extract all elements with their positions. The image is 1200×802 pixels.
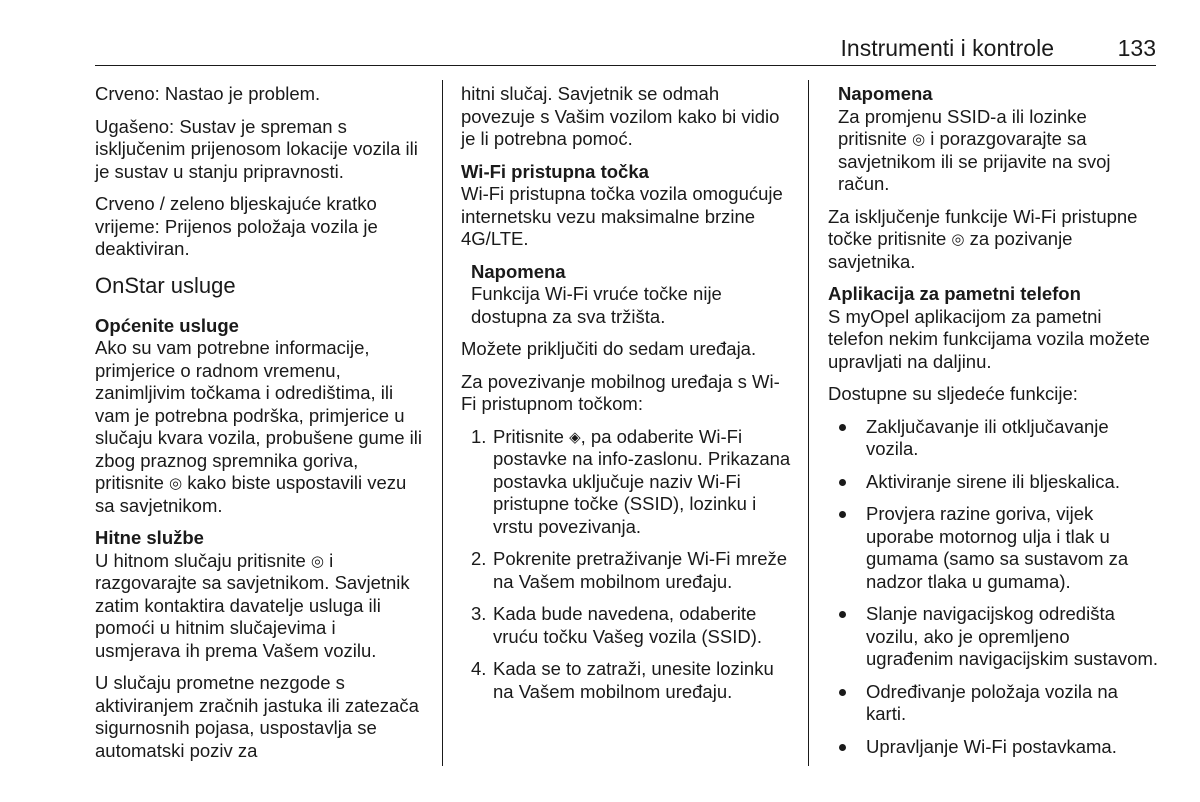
list-item: Provjera razine goriva, vijek uporabe motornog ulja i tlak u gumama (samo sa sustavom za nadzor tlaka u gumama). — [828, 503, 1158, 593]
emergency-services-text: U hitnom slučaju pritisnite ◎ i razgovarajte sa savjetnikom. Savjetnik zatim kontaktira davatelje usluga ili pomoći u hitnim slučajevima i usmjerava ih prema Vašem vozilu. — [95, 549, 410, 661]
list-item: Upravljanje Wi-Fi postavkama. — [828, 736, 1158, 759]
bullet-icon — [839, 424, 846, 431]
column-divider-left — [442, 80, 443, 766]
connect-intro-text: Za povezivanje mobilnog uređaja s Wi-Fi pristupnom točkom: — [461, 370, 780, 414]
list-item: Zaključavanje ili otključavanje vozila. — [828, 416, 1158, 461]
onstar-services-heading: OnStar usluge — [95, 272, 236, 298]
accident-text: U slučaju prometne nezgode s aktiviranjem zračnih jastuka ili zatezača sigurnosnih pojasa, uspostavlja se automatski poziv za — [95, 672, 419, 761]
onstar-button-icon: ◎ — [169, 475, 183, 492]
column-divider-right — [808, 80, 809, 766]
wifi-note — [461, 261, 791, 329]
status-flashing-text: Crveno / zeleno bljeskajuće kratko vrijeme: Prijenos položaja vozila je deaktiviran. — [95, 193, 378, 259]
sos-button-icon: ◎ — [310, 552, 325, 570]
list-item: 3. Kada bude navedena, odaberite vruću točku Vašeg vozila (SSID). — [471, 603, 763, 647]
list-item: 1. Pritisnite ◈, pa odaberite Wi-Fi postavke na info-zaslonu. Prikazana postavka uključuje naziv Wi-Fi pristupne točke (SSID), lozinku i vrstu povezivanja. — [471, 425, 791, 537]
available-functions-text: Dostupne su sljedeće funkcije: — [828, 383, 1078, 404]
list-item: Aktiviranje sirene ili bljeskalica. — [828, 471, 1158, 494]
bullet-icon — [839, 744, 846, 751]
note-title: Napomena — [838, 83, 933, 104]
wifi-off-text: Za isključenje funkcije Wi-Fi pristupne točke pritisnite ◎ za pozivanje savjetnika. — [828, 205, 1138, 272]
note-text: Funkcija Wi-Fi vruće točke nije dostupna za sva tržišta. — [471, 283, 722, 327]
bullet-icon — [839, 511, 846, 518]
list-item: 2. Pokrenite pretraživanje Wi-Fi mreže na Vašem mobilnom uređaju. — [471, 548, 788, 592]
wifi-hotspot-heading: Wi-Fi pristupna točka — [461, 160, 649, 182]
connect-steps-list — [461, 426, 791, 704]
onstar-button-icon: ◎ — [951, 231, 965, 248]
column-2 — [461, 83, 791, 713]
wifi-hotspot-text: Wi-Fi pristupna točka vozila omogućuje internetsku vezu maksimalne brzine 4G/LTE. — [461, 183, 783, 249]
status-red-text: Crveno: Nastao je problem. — [95, 83, 321, 104]
header-divider — [95, 65, 1156, 66]
ssid-note: Napomena Za promjenu SSID-a ili lozinke pritisnite ◎ i porazgovarajte sa savjetnikom ili se prijavite na svoj račun. — [828, 83, 1158, 196]
page-header-title: Instrumenti i kontrole — [840, 35, 1054, 61]
bullet-icon — [839, 479, 846, 486]
onstar-button-icon: ◎ — [912, 131, 926, 148]
general-services-heading: Općenite usluge — [95, 314, 239, 336]
emergency-services-heading: Hitne službe — [95, 527, 204, 548]
note-title: Napomena — [471, 260, 566, 282]
list-item: 4. Kada se to zatraži, unesite lozinku na Vašem mobilnom uređaju. — [471, 658, 774, 702]
page-number: 133 — [1117, 35, 1156, 61]
functions-list — [828, 416, 1158, 759]
list-item: Određivanje položaja vozila na karti. — [828, 681, 1158, 726]
emergency-continuation-text: hitni slučaj. Savjetnik se odmah povezuje s Vašim vozilom kako bi vidio je li potrebna pomoć. — [461, 83, 780, 149]
list-item: Slanje navigacijskog odredišta vozilu, ako je opremljeno ugrađenim navigacijskim sustavom. — [828, 603, 1158, 671]
wifi-settings-icon: ◈ — [569, 428, 581, 446]
smartphone-app-heading: Aplikacija za pametni telefon — [828, 283, 1081, 304]
general-services-text: Ako su vam potrebne informacije, primjerice o radnom vremenu, zanimljivim točkama i odredištima, ili vam je potrebna podrška, primjerice u slučaju kvara vozila, probušene gume ili zbog praznog spremnika goriva, pritisnite ◎ kako biste uspostavili vezu sa savjetnikom. — [95, 337, 423, 516]
bullet-icon — [839, 689, 846, 696]
bullet-icon — [839, 611, 846, 618]
device-limit-text: Možete priključiti do sedam uređaja. — [461, 338, 757, 359]
column-1 — [95, 83, 425, 772]
smartphone-app-text: S myOpel aplikacijom za pametni telefon nekim funkcijama vozila možete upravljati na daljinu. — [828, 305, 1150, 372]
status-off-text: Ugašeno: Sustav je spreman s isključenim prijenosom lokacije vozila ili je sustav u stanju pripravnosti. — [95, 115, 418, 182]
column-3 — [828, 83, 1158, 768]
